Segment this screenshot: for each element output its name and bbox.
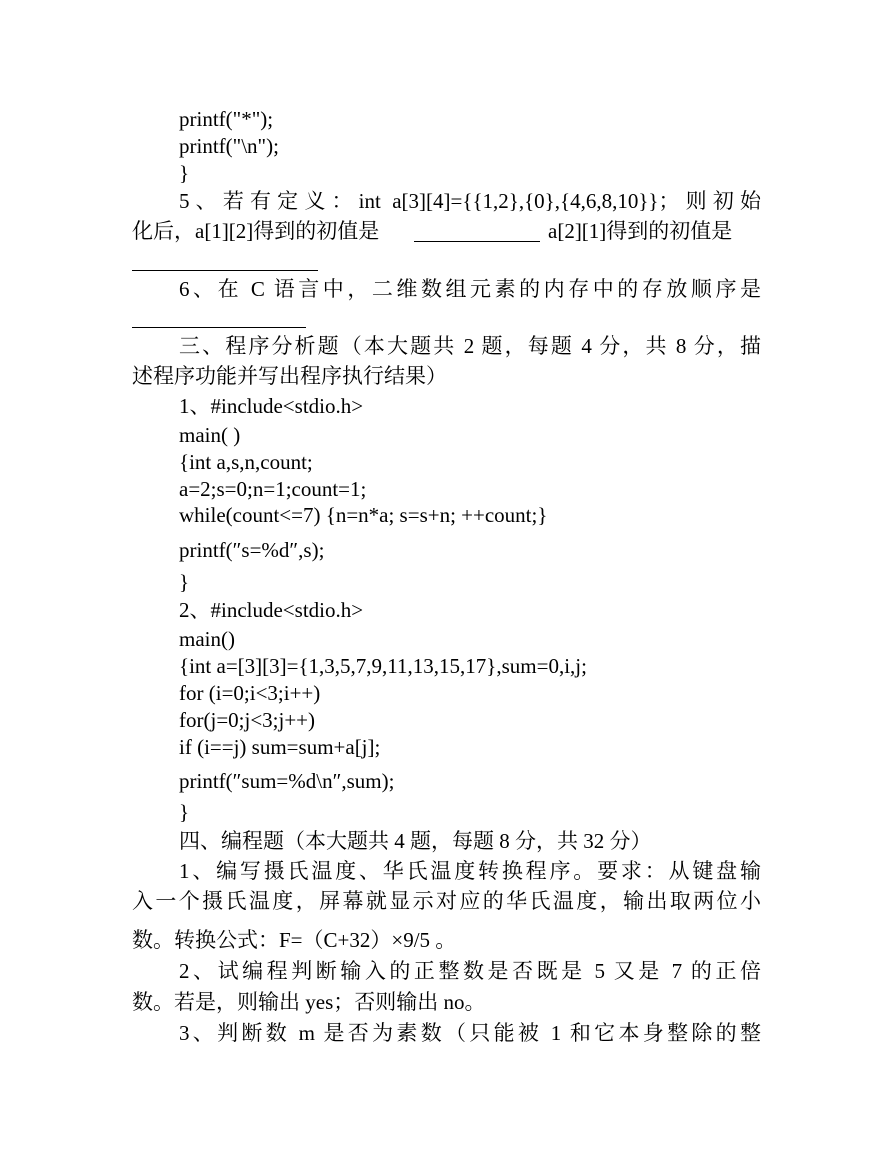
code-line: {int a,s,n,count; [179,450,313,474]
code-line: } [179,570,190,594]
code-line: printf("\n"); [179,134,279,158]
question-5-line-2b: a[2][1]得到的初值是 [548,219,733,243]
question-6-line-1: 6、在 C 语言中，二维数组元素的内存中的存放顺序是 [179,277,761,301]
programming-q2-line-2: 数。若是，则输出 yes；否则输出 no。 [132,990,486,1014]
question-5-line-1: 5、若有定义：int a[3][4]={{1,2},{0},{4,6,8,10}}；则初始 [179,189,761,213]
code-line: main() [179,627,235,651]
programming-q1-line-2: 入一个摄氏温度，屏幕就显示对应的华氏温度，输出取两位小 [132,889,761,913]
code-line: printf(″sum=%d\n″,sum); [179,769,395,793]
code-line: while(count<=7) {n=n*a; s=s+n; ++count;} [179,503,548,527]
question-5-line-2a: 化后，a[1][2]得到的初值是 [132,219,380,243]
programming-q2-line-1: 2、试编程判断输入的正整数是否既是 5 又是 7 的正倍 [179,959,761,983]
answer-blank [132,327,306,328]
code-line: for(j=0;j<3;j++) [179,708,316,732]
code-line: a=2;s=0;n=1;count=1; [179,477,367,501]
code-line: {int a=[3][3]={1,3,5,7,9,11,13,15,17},sum=0,i,j; [179,654,587,678]
section-4-heading: 四、编程题（本大题共 4 题，每题 8 分，共 32 分） [179,829,652,853]
answer-blank [132,270,318,271]
answer-blank [414,241,540,242]
code-line: 1、#include<stdio.h> [179,394,364,418]
code-line: for (i=0;i<3;i++) [179,681,321,705]
section-3-heading-line-1: 三、程序分析题（本大题共 2 题，每题 4 分，共 8 分，描 [179,334,761,358]
code-line: main( ) [179,423,241,447]
code-line: } [179,800,190,824]
code-line: if (i==j) sum=sum+a[j]; [179,735,381,759]
code-line: printf(″s=%d″,s); [179,538,325,562]
code-line: 2、#include<stdio.h> [179,598,364,622]
programming-q3-line-1: 3、判断数 m 是否为素数（只能被 1 和它本身整除的整 [179,1021,761,1045]
programming-q1-line-3: 数。转换公式：F=（C+32）×9/5 。 [132,928,457,952]
section-3-heading-line-2: 述程序功能并写出程序执行结果） [132,364,447,388]
programming-q1-line-1: 1、编写摄氏温度、华氏温度转换程序。要求：从键盘输 [179,859,761,883]
code-line: printf("*"); [179,107,274,131]
code-line: } [179,161,190,185]
